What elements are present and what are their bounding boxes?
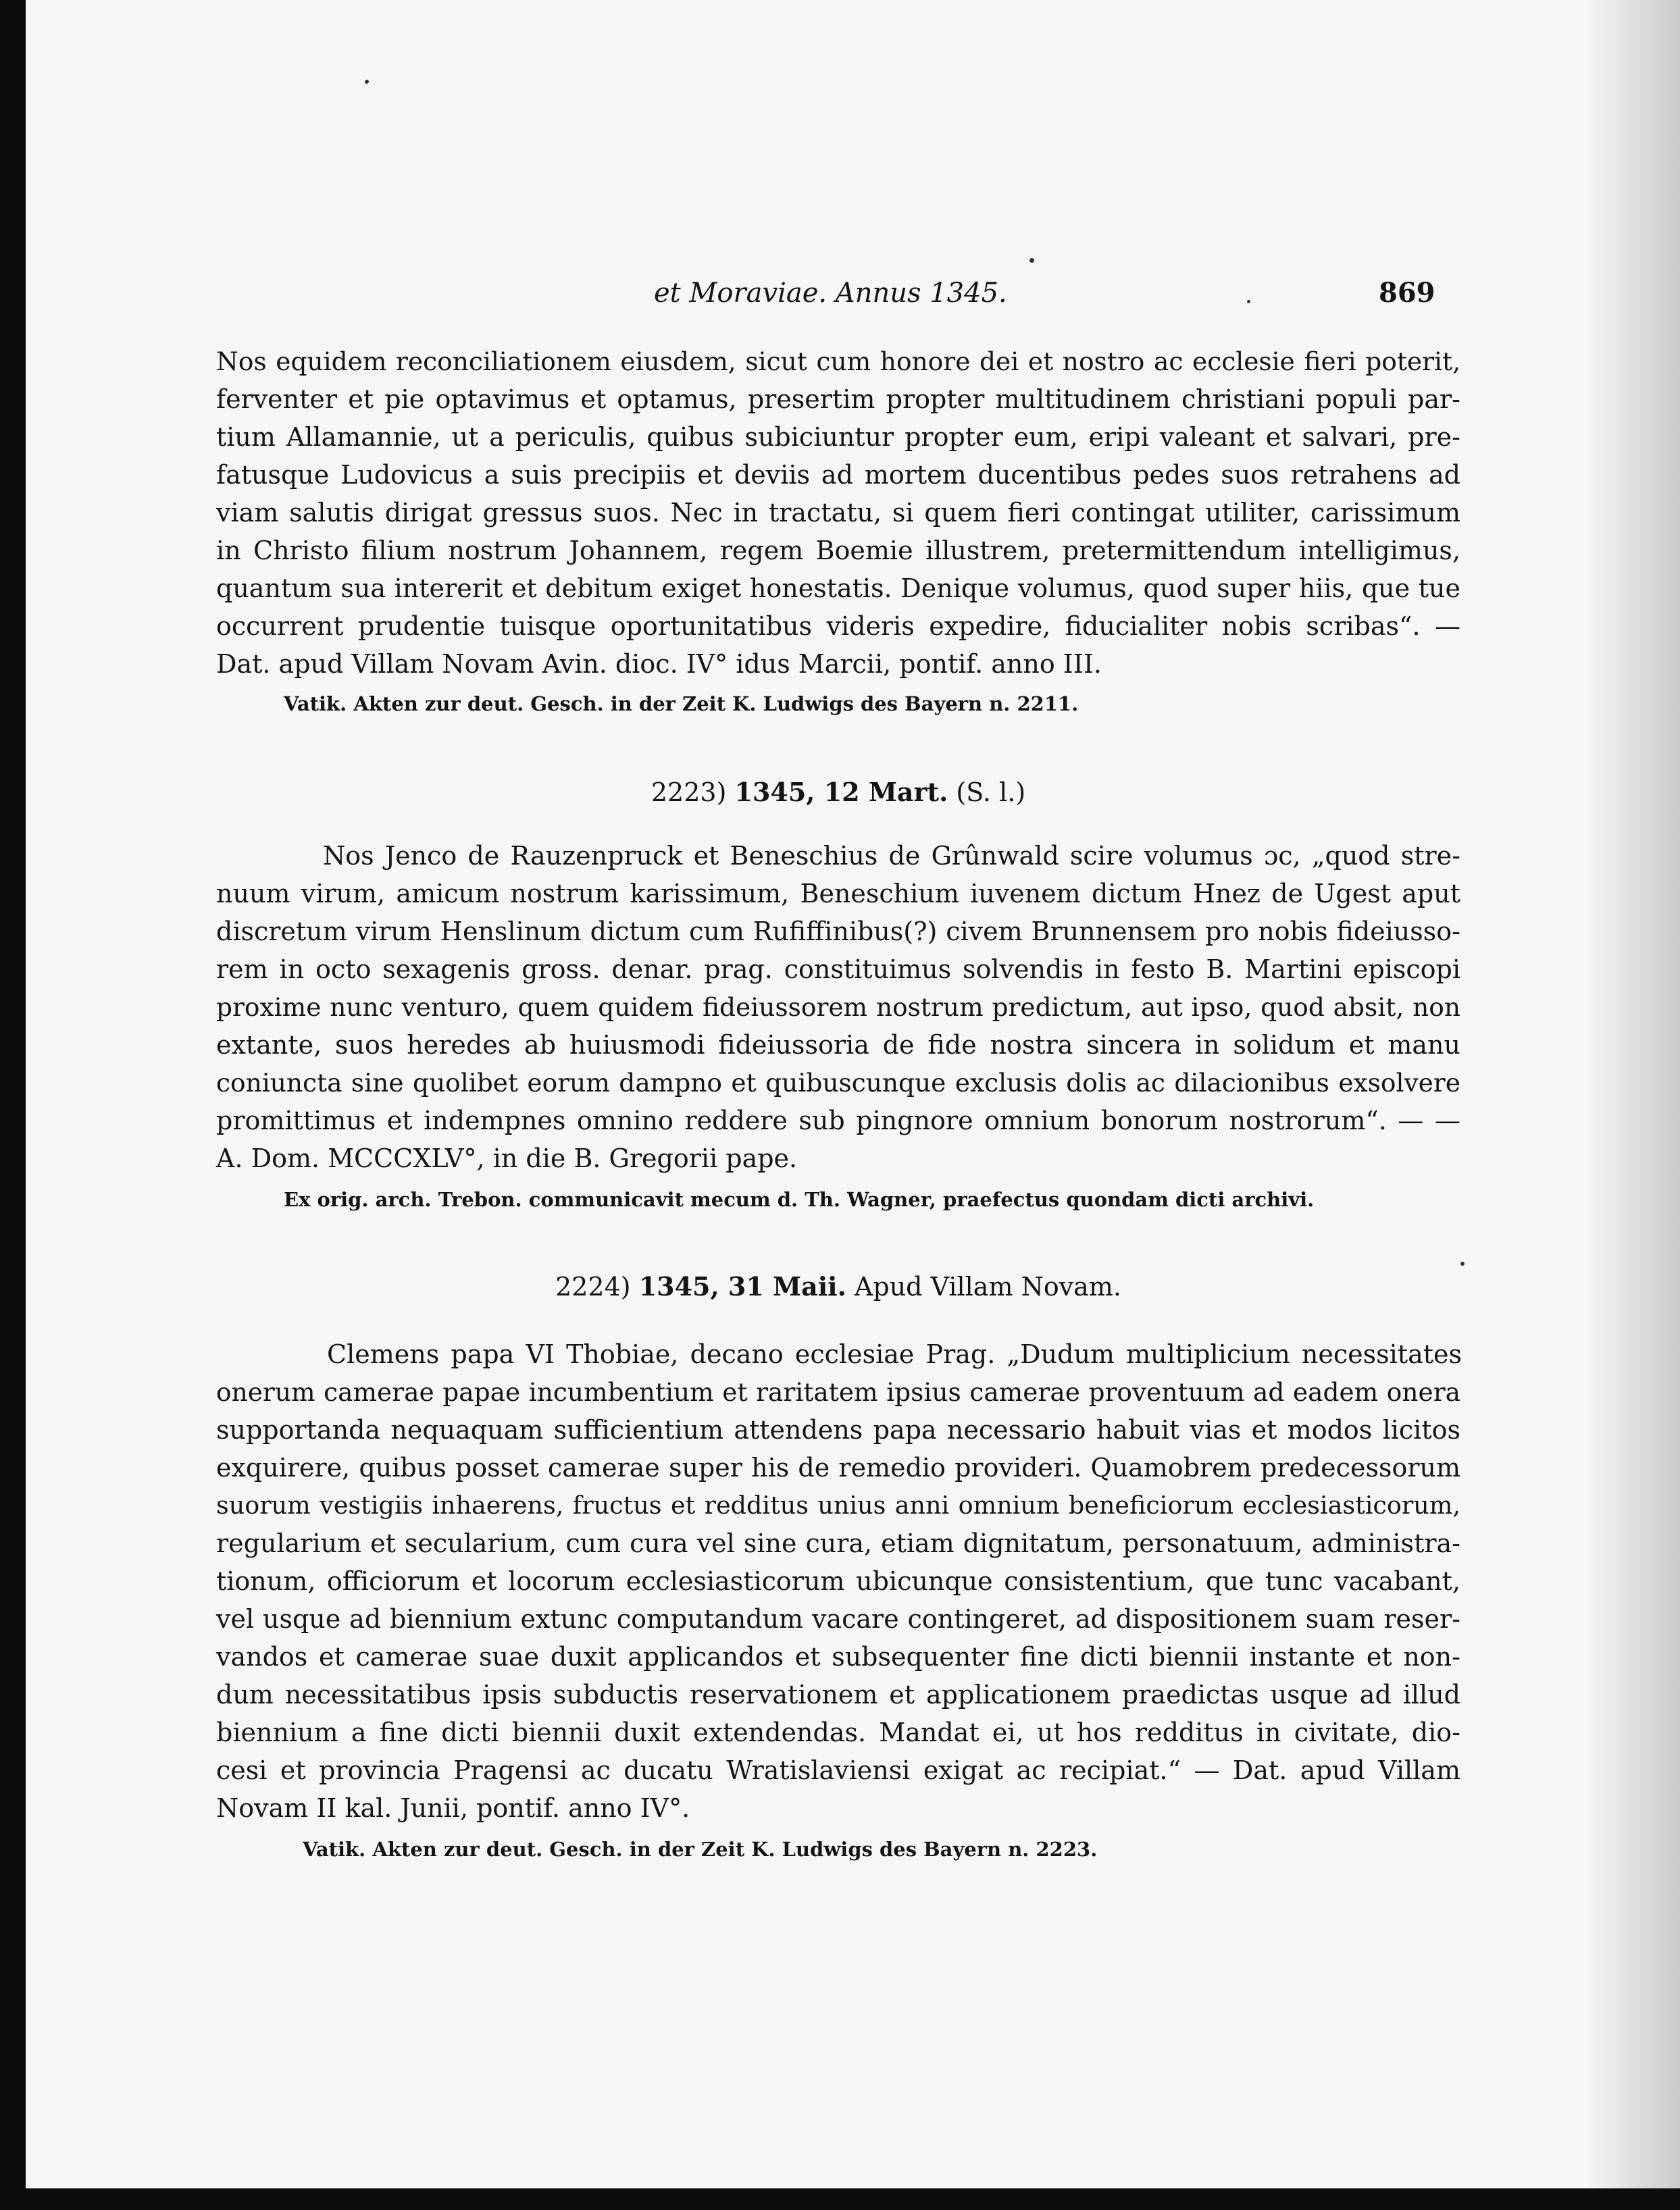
document-number: 2224) — [555, 1272, 631, 1302]
text-line: suorum vestigiis inhaerens, fructus et redditus unius anni omnium beneficiorum ecclesiasticorum, — [216, 1491, 1460, 1520]
text-line: coniuncta sine quolibet eorum dampno et quibuscunque exclusis dolis ac dilacionibus exsolvere — [216, 1068, 1460, 1098]
text-line: Clemens papa VI Thobiae, decano ecclesiae Prag. „Dudum multiplicium necessitates — [327, 1339, 1462, 1369]
text-line: Dat. apud Villam Novam Avin. dioc. IV° idus Marcii, pontif. anno III. — [216, 649, 1102, 679]
page-number: 869 — [1379, 277, 1435, 309]
book-page — [26, 0, 1680, 2188]
text-line: occurrent prudentie tuisque oportunitatibus videris expedire, fiducialiter nobis scribas“. — — [216, 611, 1460, 641]
text-line: vel usque ad biennium extunc computandum vacare contingeret, ad dispositionem suam reser- — [216, 1604, 1460, 1634]
document-place: Apud Villam Novam. — [854, 1272, 1121, 1302]
text-line: ferventer et pie optavimus et optamus, presertim propter multitudinem christiani populi par- — [216, 384, 1460, 414]
text-line: cesi et provincia Pragensi ac ducatu Wratislaviensi exigat ac recipiat.“ — Dat. apud Villam — [216, 1755, 1460, 1785]
text-line: rem in octo sexagenis gross. denar. prag. constituimus solvendis in festo B. Martini episcopi — [216, 954, 1460, 984]
document-number: 2223) — [651, 777, 727, 807]
text-line: tium Allamannie, ut a periculis, quibus subiciuntur propter eum, eripi valeant et salvari, pre- — [216, 422, 1460, 452]
running-header-title: et Moraviae. Annus 1345. — [654, 278, 1007, 309]
scan-speck — [1460, 1262, 1465, 1266]
document-date: 1345, 31 Maii. — [638, 1271, 846, 1302]
text-line: nuum virum, amicum nostrum karissimum, Beneschium iuvenem dictum Hnez de Ugest aput — [216, 879, 1460, 908]
text-line: regularium et secularium, cum cura vel sine cura, etiam dignitatum, personatuum, administra- — [216, 1528, 1460, 1558]
document-heading-2224 — [216, 1270, 1460, 1304]
text-line: A. Dom. MCCCXLV°, in die B. Gregorii pape. — [216, 1143, 798, 1173]
text-line: discretum virum Henslinum dictum cum Rufiffinibus(?) civem Brunnensem pro nobis fideiusso- — [216, 917, 1460, 946]
text-line: tionum, officiorum et locorum ecclesiasticorum ubicunque consistentium, que tunc vacabant, — [216, 1566, 1460, 1596]
text-line: Nos equidem reconciliationem eiusdem, sicut cum honore dei et nostro ac ecclesie fieri poterit, — [216, 346, 1460, 376]
text-line: vandos et camerae suae duxit applicandos et subsequenter fine dicti biennii instante et non- — [216, 1642, 1460, 1672]
text-line: biennium a fine dicti biennii duxit extendendas. Mandat ei, ut hos redditus in civitate, dio- — [216, 1718, 1460, 1747]
document-date: 1345, 12 Mart. — [734, 777, 948, 807]
document-place: (S. l.) — [956, 777, 1026, 807]
text-line: viam salutis dirigat gressus suos. Nec in tractatu, si quem fieri contingat utiliter, carissimum — [216, 498, 1460, 528]
text-line: fatusque Ludovicus a suis precipiis et deviis ad mortem ducentibus pedes suos retrahens ad — [216, 460, 1460, 490]
text-line: extante, suos heredes ab huiusmodi fideiussoria de fide nostra sincera in solidum et manu — [216, 1030, 1460, 1060]
scan-speck — [1247, 300, 1250, 303]
document-heading-2223 — [216, 775, 1460, 809]
text-line: supportanda nequaquam sufficientium attendens papa necessario habuit vias et modos licitos — [216, 1415, 1460, 1445]
source-note: Vatik. Akten zur deut. Gesch. in der Zeit K. Ludwigs des Bayern n. 2223. — [303, 1838, 1098, 1861]
scan-speck — [365, 80, 369, 84]
source-note: Ex orig. arch. Trebon. communicavit mecum d. Th. Wagner, praefectus quondam dicti archivi. — [284, 1188, 1315, 1211]
text-line: promittimus et indempnes omnino reddere sub pingnore omnium bonorum nostrorum“. — — — [216, 1106, 1460, 1135]
text-line: onerum camerae papae incumbentium et raritatem ipsius camerae proventuum ad eadem onera — [216, 1377, 1460, 1407]
source-note: Vatik. Akten zur deut. Gesch. in der Zeit K. Ludwigs des Bayern n. 2211. — [284, 692, 1079, 715]
text-line: quantum sua intererit et debitum exiget honestatis. Denique volumus, quod super hiis, que tue — [216, 573, 1460, 603]
text-line: in Christo filium nostrum Johannem, regem Boemie illustrem, pretermittendum intelligimus, — [216, 536, 1460, 565]
text-line: Novam II kal. Junii, pontif. anno IV°. — [216, 1793, 690, 1823]
text-line: Nos Jenco de Rauzenpruck et Beneschius de Grûnwald scire volumus ɔc, „quod stre- — [323, 841, 1460, 871]
text-line: exquirere, quibus posset camerae super his de remedio provideri. Quamobrem predecessorum — [216, 1453, 1460, 1483]
text-line: dum necessitatibus ipsis subductis reservationem et applicationem praedictas usque ad illud — [216, 1680, 1460, 1710]
scan-speck — [1029, 258, 1034, 263]
text-line: proxime nunc venturo, quem quidem fideiussorem nostrum predictum, aut ipso, quod absit, non — [216, 992, 1460, 1022]
